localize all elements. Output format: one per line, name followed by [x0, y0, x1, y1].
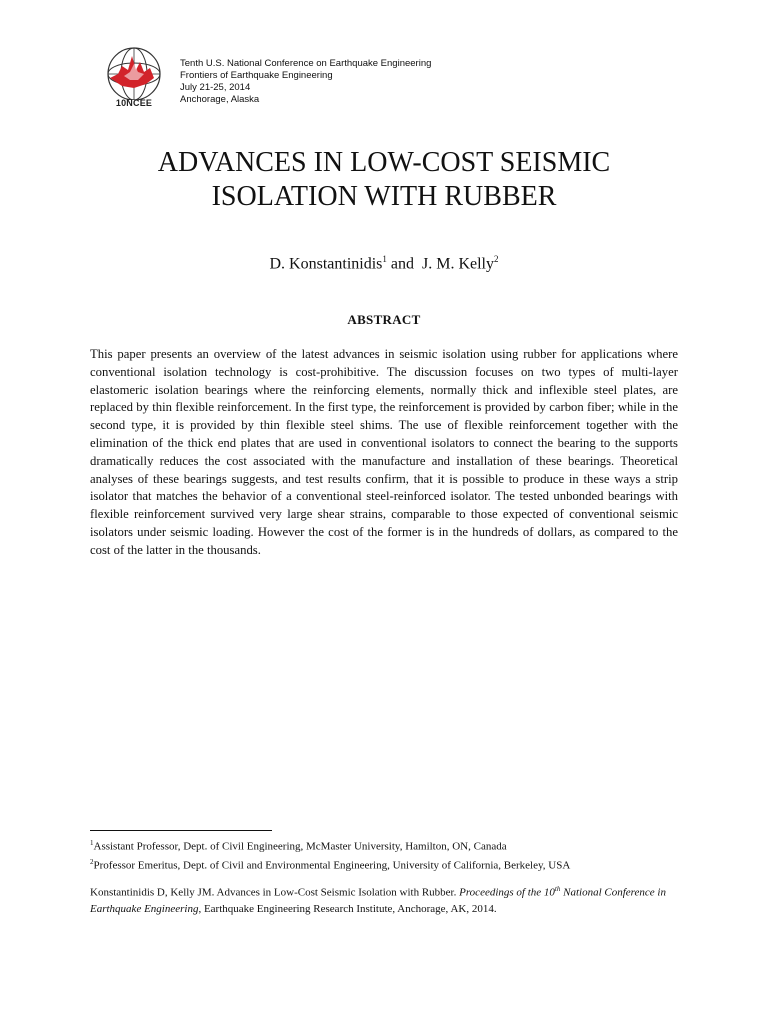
footnote-rule: [90, 830, 272, 831]
citation-journal-a: Proceedings of the 10: [459, 886, 555, 899]
footnote-2-mark: 2: [90, 857, 94, 866]
footnote-2: [90, 855, 690, 874]
footnotes: [90, 836, 690, 873]
footnote-1-text: Assistant Professor, Dept. of Civil Engineering, McMaster University, Hamilton, ON, Canada: [93, 840, 507, 853]
author-1: D. Konstantinidis: [269, 255, 383, 273]
author-join: and: [386, 255, 422, 273]
title-line-2: ISOLATION WITH RUBBER: [211, 181, 557, 212]
footnote-1: [90, 836, 690, 855]
conference-dates: July 21-25, 2014: [180, 82, 251, 93]
citation-journal-sup-text: th: [554, 885, 561, 893]
logo-label: 10NCEE: [115, 98, 153, 108]
conference-subtitle: Frontiers of Earthquake Engineering: [180, 70, 333, 81]
abstract-heading: ABSTRACT: [347, 312, 421, 327]
citation-journal-b: National Conference in Earthquake Engineering: [90, 886, 666, 915]
footnote-1-mark: 1: [90, 839, 94, 847]
abstract-text: This paper presents an overview of the latest advances in seismic isolation using rubber for applications where conventional isolation technology is cost-prohibitive. The discussion focuses on two types of multi-layer elastomeric isolation bearings where the reinforcing elements, normally thick and inflexible steel plates, are replaced by thin flexible reinforcement. In the first type, the reinforcement is provided by carbon fiber; while in the second type, it is provided by thin flexible steel shims. The use of flexible reinforcement together with the elimination of the thick end plates that are used in conventional isolators to connect the bearing to the supports dramatically reduces the cost associated with the manufacture and installation of these bearings. Theoretical analyses of these bearings suggests, and test results confirm, that it is possible to produce in these ways a strip isolator that matches the behavior of a conventional steel-reinforced isolator. The tested unbonded bearings with flexible reinforcement survived very large shear strains, comparable to those expected of conventional seismic isolators under seismic loading. However the cost of the former is in the hundreds of dollars, as compared to the cost of the latter in the thousands.: [90, 347, 678, 557]
conference-info: [180, 58, 431, 106]
author-line: [90, 254, 678, 273]
citation: [90, 881, 690, 917]
conference-logo: [94, 44, 174, 114]
author-2: J. M. Kelly: [422, 255, 494, 273]
title-line-1: ADVANCES IN LOW-COST SEISMIC: [157, 147, 611, 178]
conference-location: Anchorage, Alaska: [180, 94, 260, 105]
citation-prefix: Konstantinidis D, Kelly JM. Advances in Low-Cost Seismic Isolation with Rubber.: [90, 886, 460, 899]
paper-title: [90, 146, 678, 214]
author-2-mark: 2: [494, 254, 499, 264]
author-1-mark: 1: [382, 254, 387, 264]
citation-suffix: , Earthquake Engineering Research Institute, Anchorage, AK, 2014.: [198, 902, 497, 915]
footnote-2-text: Professor Emeritus, Dept. of Civil and Environmental Engineering, University of California, Berkeley, USA: [93, 859, 571, 872]
globe-logo-icon: [94, 44, 174, 100]
conference-name: Tenth U.S. National Conference on Earthquake Engineering: [180, 58, 432, 69]
